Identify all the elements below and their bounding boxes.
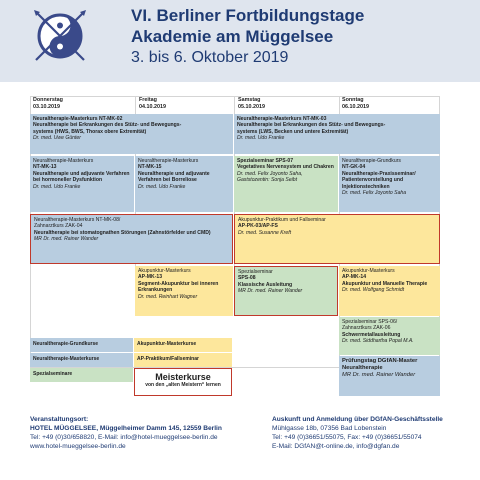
course-nt-mk-03[interactable]: Neuraltherapie-Masterkurs NT-MK-03 Neuraltherapie bei Erkrankungen des Stütz- und Bewegungs- systems (LWS, Becken und untere Extremität) Dr. med. Udo Franke <box>234 114 440 154</box>
course-ap-pk-03[interactable]: Akupunktur-Praktikum und Fallseminar AP-PK-03/AP-FS Dr. med. Susanne Kreft <box>234 214 440 264</box>
course-nt-mk-13[interactable]: Neuraltherapie-Masterkurs NT-MK-13 Neuraltherapie und adjuvante Verfahren bei hormoneller Dysfunktion Dr. med. Udo Franke <box>30 156 134 212</box>
page-subtitle: Akademie am Müggelsee <box>131 27 334 46</box>
legend-meisterkurse: Meisterkurse von den „alten Meistern“ lernen <box>134 368 232 396</box>
legend-ap-praktikum: AP-Praktikum/Fallseminar <box>134 353 232 367</box>
day-header-friday: Freitag 04.10.2019 <box>139 97 166 110</box>
legend-nt-masterkurse: Neuraltherapie-Masterkurse <box>30 353 133 367</box>
course-ap-mk-13[interactable]: Akupunktur-Masterkurs AP-MK-13 Segment-Akupunktur bei inneren Erkrankungen Dr. med. Reinhart Wagner <box>135 266 233 316</box>
course-ap-mk-14[interactable]: Akupunktur-Masterkurs AP-MK-14 Akupunktur und Manuelle Therapie Dr. med. Wolfgang Schmidt <box>339 266 440 316</box>
registration-info: Auskunft und Anmeldung über DGfAN-Geschäftsstelle Mühlgasse 18b, 07356 Bad Lobenstein Tel: +49 (0)36651/55075, Fax: +49 (0)36651/55074 E-Mail: DGfAN@t-online.de, info@dgfan.de <box>272 416 443 450</box>
course-nt-mk-15[interactable]: Neuraltherapie-Masterkurs NT-MK-15 Neuraltherapie und adjuvante Verfahren bei Borreliose Dr. med. Udo Franke <box>135 156 233 212</box>
course-sps-06[interactable]: Spezialseminar SPS-06/ Zahnarztkurs ZAK-06 Schwermetallausleitung Dr. med. Siddhartha Popal M.A. <box>339 317 440 355</box>
legend-spezialseminare: Spezialseminare <box>30 368 133 382</box>
course-nt-mk-08[interactable]: Neuraltherapie-Masterkurs NT-MK-08/ Zahnarztkurs ZAK-04 Neuraltherapie bei stomatognathen Störungen (Zahnstörfelder und CMD) MR Dr. med. Rainer Wander <box>30 214 233 264</box>
course-sps-07[interactable]: Spezialseminar SPS-07 Vegetatives Nervensystem und Chakren Dr. med. Felix Joyonto Saha, Gaststozentin: Sonja Seibt <box>234 156 338 212</box>
course-sps-08[interactable]: Spezialseminar SPS-08 Klassische Ausleitung MR Dr. med. Rainer Wander <box>234 266 338 316</box>
event-dates: 3. bis 6. Oktober 2019 <box>131 49 289 66</box>
venue-info: Veranstaltungsort: HOTEL MÜGGELSEE, Müggelheimer Damm 145, 12559 Berlin Tel: +49 (0)30/658820, E-Mail: info@hotel-mueggelsee-berlin.de www.hotel-mueggelsee-berlin.de <box>30 416 222 450</box>
day-header-sunday: Sonntag 06.10.2019 <box>342 97 369 110</box>
logo-icon <box>32 8 88 64</box>
day-header-thursday: Donnerstag 03.10.2019 <box>33 97 63 110</box>
course-nt-mk-02[interactable]: Neuraltherapie-Masterkurs NT-MK-02 Neuraltherapie bei Erkrankungen des Stütz- und Bewegungs- systems (HWS, BWS, Thorax obere Extremität) Dr. med. Uwe Günter <box>30 114 233 154</box>
exam-day-block[interactable]: Prüfungstag DGfAN-Master Neuraltherapie MR Dr. med. Rainer Wander <box>339 356 440 396</box>
page-title: VI. Berliner Fortbildungstage <box>131 6 365 25</box>
course-nt-gk-04[interactable]: Neuraltherapie-Grundkurs NT-GK-04 Neuraltherapie-Praxisseminar/ Patientenvorstellung und Injektionstechniken Dr. med. Felix Joyonto Saha <box>339 156 440 212</box>
legend-nt-grundkurse: Neuraltherapie-Grundkurse <box>30 338 133 352</box>
header-banner <box>0 0 480 82</box>
day-header-saturday: Samstag 05.10.2019 <box>238 97 265 110</box>
legend-ap-masterkurse: Akupunktur-Masterkurse <box>134 338 232 352</box>
